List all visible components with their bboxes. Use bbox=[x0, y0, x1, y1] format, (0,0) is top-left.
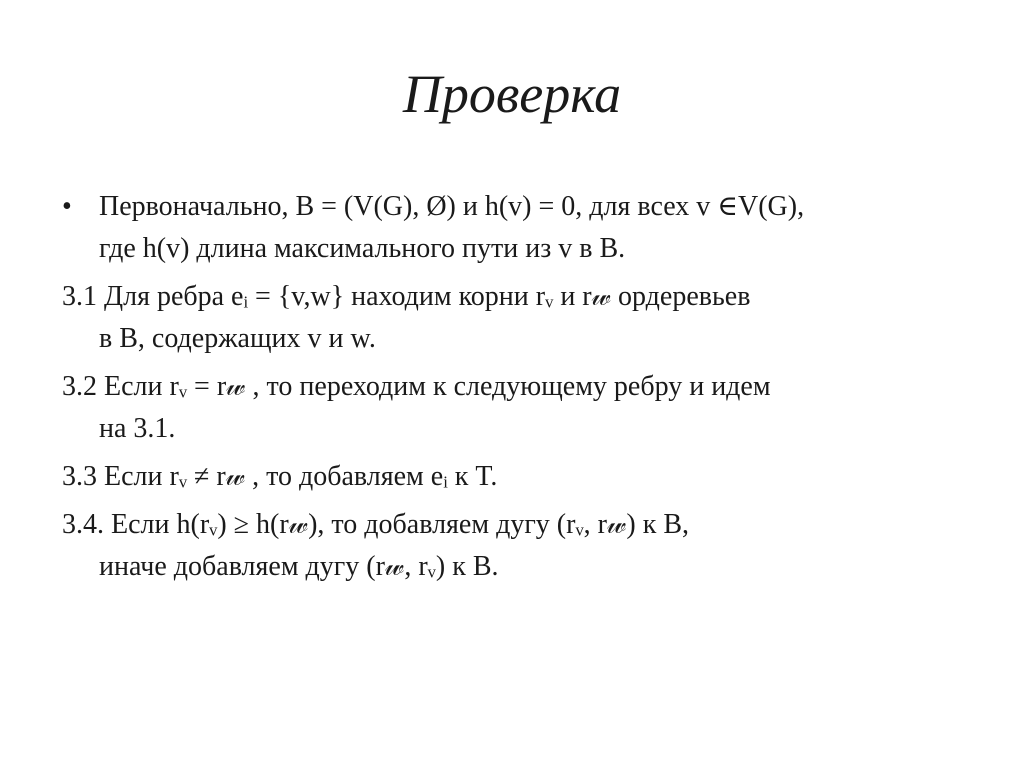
slide-body bbox=[62, 186, 982, 594]
list-item bbox=[62, 276, 982, 360]
item-line: Первоначально, B = (V(G), Ø) и h(v) = 0, для всех v ∈V(G), bbox=[99, 191, 805, 222]
list-item bbox=[62, 504, 982, 588]
item-line: 3.4. Если h(rᵥ) ≥ h(r𝓌), то добавляем дугу (rᵥ, r𝓌) к B, bbox=[62, 509, 690, 540]
item-line: 3.1 Для ребра eᵢ = {v,w} находим корни rᵥ и r𝓌 ордеревьев bbox=[62, 281, 751, 312]
item-line: иначе добавляем дугу (r𝓌, rᵥ) к B. bbox=[99, 551, 499, 582]
bullet-marker: • bbox=[62, 191, 72, 222]
item-line: 3.3 Если rᵥ ≠ r𝓌 , то добавляем eᵢ к T. bbox=[62, 461, 498, 492]
list-item bbox=[62, 366, 982, 450]
slide-title: Проверка bbox=[402, 64, 622, 124]
item-line: в B, содержащих v и w. bbox=[99, 323, 376, 354]
list-item bbox=[62, 456, 982, 498]
item-line: 3.2 Если rᵥ = r𝓌 , то переходим к следующему ребру и идем bbox=[62, 371, 771, 402]
item-line: на 3.1. bbox=[99, 413, 176, 444]
list-item bbox=[62, 186, 982, 270]
item-line: где h(v) длина максимального пути из v в B. bbox=[99, 233, 626, 264]
